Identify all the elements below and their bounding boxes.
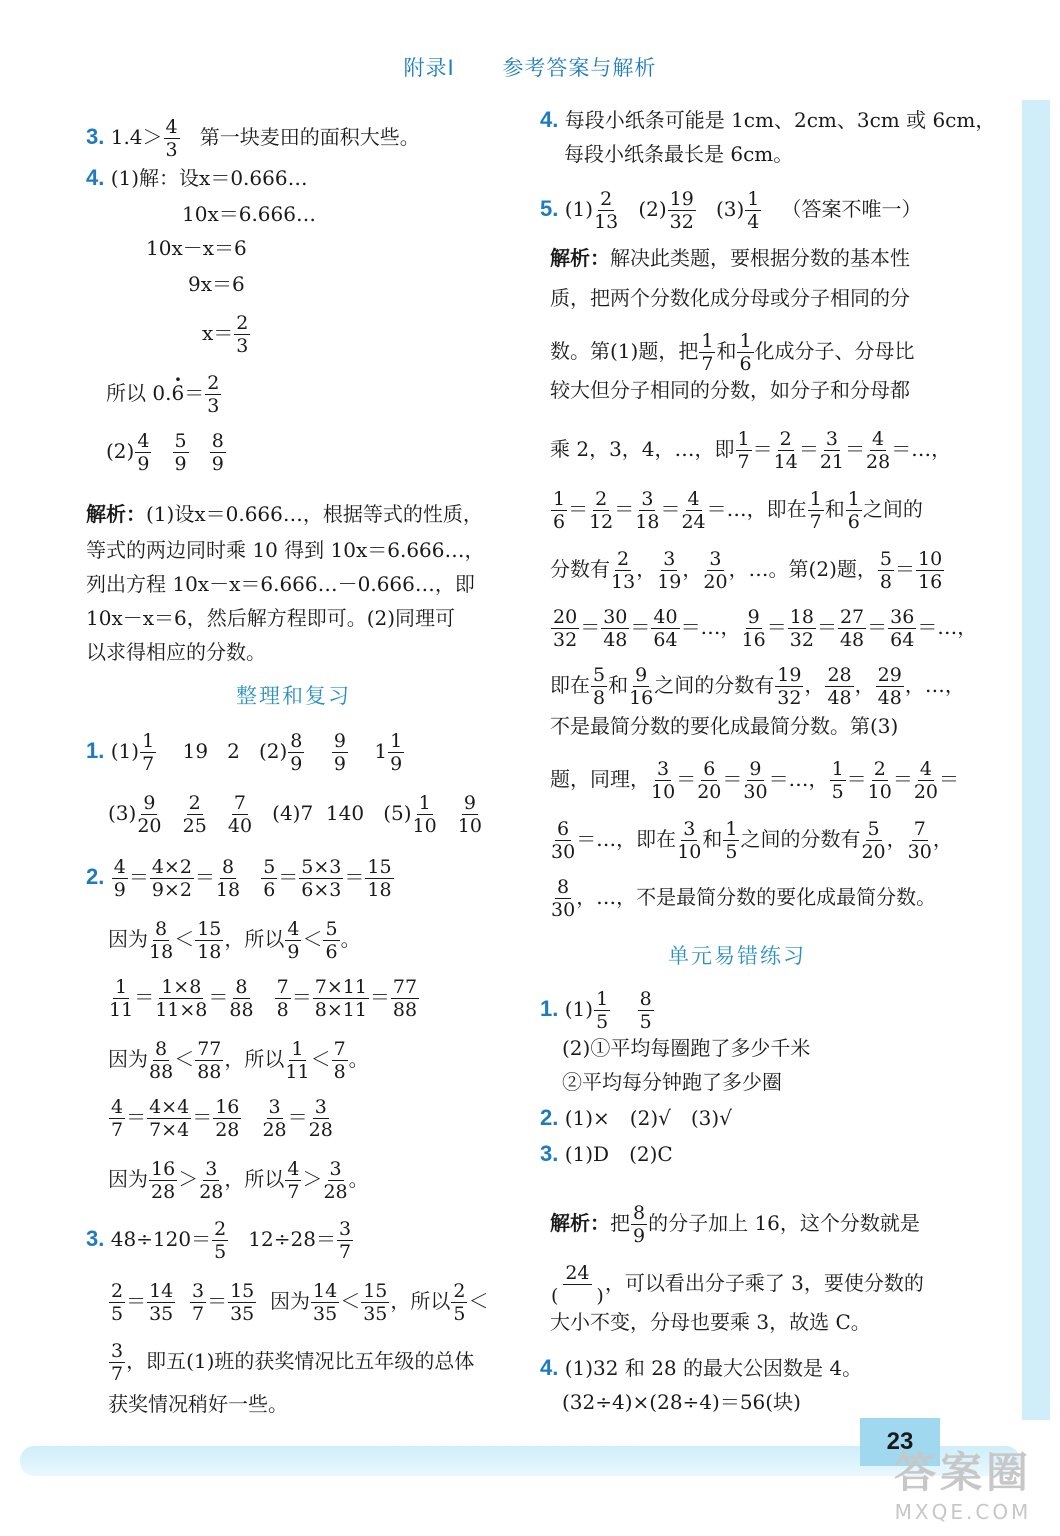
review-3d: 获奖情况稍好一些。 xyxy=(108,1392,288,1416)
fraction: $\frac{9}{16}$ xyxy=(741,606,766,651)
fraction: $\frac{1}{4}$ xyxy=(747,188,760,233)
fraction: $\frac{27}{48}$ xyxy=(839,606,865,651)
question-number: 2. xyxy=(540,1105,559,1130)
fraction: $\frac{1}{9}$ xyxy=(390,730,403,775)
text: 乘 2，3，4，…，即 xyxy=(550,437,735,461)
fraction: $\frac{1}{11}$ xyxy=(285,1038,310,1083)
analysis-label: 解析： xyxy=(550,1211,610,1235)
section-title-errors: 单元易错练习 xyxy=(668,944,806,968)
fraction: $\frac{5}{6}$ xyxy=(263,856,276,901)
error-4a xyxy=(540,1354,862,1382)
text: 第一块麦田的面积大些。 xyxy=(199,125,420,149)
review-2a: 2. $\frac{4}{9}$ ＝ $\frac{4\times 2}{9\times 2}$ ＝ $\frac{8}{18}$ $\frac{5}{6}$ ＝ $\frac{5\times 3}{6\times 3}$ ＝ $\frac{15}{18}$ xyxy=(86,856,392,901)
repeating-digit: · 6 xyxy=(171,381,184,405)
page-number: 23 xyxy=(860,1418,940,1466)
fraction: $\frac{1}{10}$ xyxy=(412,792,437,837)
fraction: $\frac{5}{6}$ xyxy=(325,918,338,963)
fraction: $\frac{7}{40}$ xyxy=(227,792,253,837)
review-1a xyxy=(86,730,405,775)
review-2b xyxy=(108,918,361,963)
fraction: $\frac{9}{10}$ xyxy=(457,792,482,837)
fraction: $\frac{6}{30}$ xyxy=(551,818,576,863)
fraction: $\frac{1}{6}$ xyxy=(553,488,566,533)
text: 因为 xyxy=(108,1167,148,1191)
fraction: $\frac{5}{8}$ xyxy=(593,664,606,709)
text: ，即五(1)班的获奖情况比五年级的总体 xyxy=(126,1349,475,1373)
analysis-2-line10: 不是最简分数的要化成最简分数。第(3) xyxy=(550,714,899,738)
analysis-2-line3 xyxy=(550,330,915,375)
analysis-2-line2: 质，把两个分数化成分母或分子相同的分 xyxy=(550,286,910,310)
fraction: $\frac{2}{5}$ xyxy=(214,1218,227,1263)
text: ，所以 xyxy=(224,1167,285,1191)
fraction: $\frac{20}{32}$ xyxy=(553,606,578,651)
fraction: $\frac{2}{3}$ xyxy=(207,372,220,417)
question-number: 3. xyxy=(86,1226,105,1251)
text: 140 xyxy=(325,801,365,825)
fraction: $\frac{8}{88}$ xyxy=(149,1038,174,1083)
fraction: $\frac{36}{64}$ xyxy=(890,606,915,651)
text: ，所以 xyxy=(224,1047,285,1071)
fraction: $\frac{3}{7}$ xyxy=(338,1218,352,1263)
fraction: $\frac{2}{25}$ xyxy=(182,792,207,837)
answer-4-line7 xyxy=(106,430,227,475)
fraction: $\frac{1}{7}$ xyxy=(809,488,822,533)
fraction: $\frac{2}{13}$ xyxy=(594,188,619,233)
fraction: $\frac{1\times 8}{11\times 8}$ xyxy=(155,976,208,1021)
text: 之间的分数有 xyxy=(654,673,775,697)
question-number: 4. xyxy=(540,1355,559,1380)
fraction: $\frac{77}{88}$ xyxy=(197,1038,222,1083)
analysis-2-line1 xyxy=(550,244,910,272)
analysis-3-line3: 大小不变，分母也要乘 3，故选 C。 xyxy=(550,1310,871,1334)
text: 48÷120＝ xyxy=(110,1227,212,1251)
error-4b: (32÷4)×(28÷4)＝56(块) xyxy=(562,1390,801,1414)
page-header xyxy=(0,52,1060,82)
text: 2 xyxy=(227,739,240,763)
text: (3) xyxy=(715,197,745,221)
answer-4-line6 xyxy=(106,372,222,417)
fraction: $\frac{4}{24}$ xyxy=(681,488,706,533)
text: ＜ xyxy=(468,1289,489,1313)
review-2f xyxy=(108,1158,369,1203)
text: (1)32 和 28 的最大公因数是 4。 xyxy=(564,1356,863,1380)
text: (2) xyxy=(106,439,135,463)
text: ＝…， xyxy=(917,615,978,639)
text: (2) xyxy=(638,197,667,221)
fraction: $\frac{3}{28}$ xyxy=(199,1158,224,1203)
answer-4-line1 xyxy=(86,164,308,192)
text: ＝…，即在 xyxy=(706,497,807,521)
fraction: $\frac{4}{9}$ xyxy=(113,856,126,901)
answer-4-line2: 10x＝6.666… xyxy=(182,202,316,226)
text: 之间的 xyxy=(862,497,923,521)
text: (1)× (2)√ (3)√ xyxy=(564,1106,732,1130)
analysis-1-line2: 等式的两边同时乘 10 得到 10x＝6.666…， xyxy=(86,538,485,562)
error-1c: ②平均每分钟跑了多少圈 xyxy=(562,1070,782,1094)
fraction: $\frac{15}{18}$ xyxy=(197,918,222,963)
fraction: $\frac{4}{9}$ xyxy=(137,430,150,475)
fraction: $\frac{10}{16}$ xyxy=(918,548,943,593)
fraction: $\frac{8}{9}$ xyxy=(211,430,224,475)
fraction: $\frac{2}{10}$ xyxy=(867,758,892,803)
fraction: $\frac{3}{21}$ xyxy=(819,428,844,473)
analysis-1-line3: 列出方程 10x－x＝6.666…－0.666…，即 xyxy=(86,572,475,596)
fraction: $\frac{3}{7}$ xyxy=(111,1340,124,1385)
text: 。 xyxy=(340,927,361,951)
fraction: $\frac{1}{7}$ xyxy=(142,730,155,775)
text: ＝…， xyxy=(768,767,829,791)
fraction: $\frac{5}{9}$ xyxy=(174,430,187,475)
text: ＜ xyxy=(340,1289,361,1313)
review-2e: $\frac{4}{7}$ ＝ $\frac{4\times 4}{7\times 4}$ ＝ $\frac{16}{28}$ $\frac{3}{28}$ ＝ $\frac{3}{28}$ xyxy=(111,1096,333,1141)
fraction: $\frac{1}{7}$ xyxy=(701,330,714,375)
fraction: $\frac{2}{14}$ xyxy=(773,428,798,473)
fraction: $\frac{2}{3}$ xyxy=(236,312,249,357)
fraction: $\frac{18}{32}$ xyxy=(789,606,814,651)
analysis-label: 解析： xyxy=(86,502,146,526)
fraction: $\frac{7\times 11}{8\times 11}$ xyxy=(314,976,367,1021)
text: 和 xyxy=(716,339,737,363)
text: 每段小纸条可能是 1cm、2cm、3cm 或 6cm， xyxy=(564,108,996,132)
text: ，所以 xyxy=(390,1289,451,1313)
text: 分数有 xyxy=(550,557,610,581)
fraction: $\frac{29}{48}$ xyxy=(877,664,902,709)
fraction: $\frac{3}{28}$ xyxy=(262,1096,287,1141)
text: ＜ xyxy=(174,927,195,951)
fraction: $\frac{9}{20}$ xyxy=(137,792,162,837)
analysis-2-line4: 较大但分子相同的分数，如分子和分母都 xyxy=(550,378,910,402)
answer-r4-line1 xyxy=(540,106,995,134)
fraction: $\frac{30}{48}$ xyxy=(603,606,628,651)
text: ，…，不是最简分数的要化成最简分数。 xyxy=(576,885,937,909)
answer-4-line4: 9x＝6 xyxy=(188,272,245,296)
fraction: $\frac{19}{32}$ xyxy=(669,188,694,233)
text: 。 xyxy=(348,1167,369,1191)
fraction: $\frac{15}{35}$ xyxy=(230,1280,255,1325)
header-title: 附录Ⅰ xyxy=(403,56,455,80)
fraction: $\frac{3}{28}$ xyxy=(323,1158,348,1203)
review-2c: $\frac{1}{11}$ ＝ $\frac{1\times 8}{11\times 8}$ ＝ $\frac{8}{88}$ $\frac{7}{8}$ ＝ $\frac{7\times 11}{8\times 11}$ ＝ $\frac{77}{88}$ xyxy=(109,976,418,1021)
fraction: $\frac{8}{9}$ xyxy=(633,1202,646,1247)
text: 和 xyxy=(608,673,629,697)
fraction: $\frac{1}{5}$ xyxy=(725,818,738,863)
text: 和 xyxy=(702,827,723,851)
answer-r5 xyxy=(540,188,921,233)
text: ＝ xyxy=(184,381,205,405)
text: 的分子加上 16，这个分数就是 xyxy=(648,1211,920,1235)
fraction: $\frac{40}{64}$ xyxy=(653,606,678,651)
fraction: $\frac{14}{35}$ xyxy=(313,1280,338,1325)
analysis-3-line2 xyxy=(550,1262,924,1307)
error-1b: (2)①平均每圈跑了多少千米 xyxy=(562,1036,811,1060)
fraction: $\frac{1}{7}$ xyxy=(737,428,750,473)
fraction: $\frac{6}{20}$ xyxy=(697,758,722,803)
fraction: $\frac{1}{5}$ xyxy=(831,758,844,803)
question-number: 3. xyxy=(540,1141,559,1166)
fraction: $\frac{4\times 4}{7\times 4}$ xyxy=(149,1096,190,1141)
text: (1)解：设x＝0.666… xyxy=(110,166,308,190)
text: 19 xyxy=(182,739,209,763)
review-2d xyxy=(108,1038,369,1083)
fraction: $\frac{1}{5}$ xyxy=(596,988,609,1033)
text: ＝…， xyxy=(891,437,952,461)
text: 即在 xyxy=(550,673,590,697)
fraction: $\frac{15}{18}$ xyxy=(367,856,392,901)
fraction: $\frac{3}{10}$ xyxy=(651,758,676,803)
header-subtitle: 参考答案与解析 xyxy=(502,56,657,80)
text: ＜ xyxy=(174,1047,195,1071)
fraction: $\frac{15}{35}$ xyxy=(363,1280,388,1325)
text: (1) xyxy=(564,997,594,1021)
fraction: $\frac{3}{28}$ xyxy=(308,1096,333,1141)
fraction: $\frac{9}{16}$ xyxy=(629,664,654,709)
error-1a xyxy=(540,988,655,1033)
fraction: $\frac{4}{20}$ xyxy=(913,758,939,803)
text: ＝…，即在 xyxy=(576,827,677,851)
fraction-blank: $\frac{24}{( )}$ xyxy=(551,1262,604,1307)
text: ，可以看出分子乘了 3，要使分数的 xyxy=(604,1271,924,1295)
review-3a xyxy=(86,1218,354,1263)
fraction: $\frac{4}{7}$ xyxy=(111,1096,124,1141)
fraction: $\frac{4\times 2}{9\times 2}$ xyxy=(151,856,192,901)
text: 把 xyxy=(610,1211,630,1235)
fraction: $\frac{28}{48}$ xyxy=(827,664,852,709)
analysis-3-line1 xyxy=(550,1202,920,1247)
review-1b xyxy=(108,792,483,837)
fraction: $\frac{77}{88}$ xyxy=(392,976,418,1021)
watermark-url: MXQE.COM xyxy=(894,1500,1032,1524)
fraction: $\frac{2}{13}$ xyxy=(611,548,636,593)
fraction: $\frac{1}{6}$ xyxy=(739,330,752,375)
fraction: $\frac{2}{5}$ xyxy=(111,1280,124,1325)
text: 题，同理， xyxy=(550,767,650,791)
analysis-2-line12: $\frac{6}{30}$ ＝…，即在 $\frac{3}{10}$ 和 $\frac{1}{5}$ 之间的分数有 $\frac{5}{20}$ ， $\frac{7}{30}$ ， xyxy=(551,818,953,863)
fraction: $\frac{5}{8}$ xyxy=(879,548,892,593)
fraction: $\frac{3}{20}$ xyxy=(703,548,728,593)
fraction: $\frac{14}{35}$ xyxy=(149,1280,174,1325)
analysis-1-line1 xyxy=(86,500,483,528)
section-title-review: 整理和复习 xyxy=(236,684,351,708)
error-2 xyxy=(540,1104,732,1132)
answer-3 xyxy=(86,116,420,161)
text: （答案不唯一） xyxy=(781,197,922,221)
analysis-2-line6: $\frac{1}{6}$ ＝ $\frac{2}{12}$ ＝ $\frac{3}{18}$ ＝ $\frac{4}{24}$ ＝…，即在 $\frac{1}{7}$ 和 $\frac{1}{6}$ 之间的 xyxy=(553,488,923,533)
fraction: $\frac{4}{28}$ xyxy=(866,428,891,473)
text: (5) xyxy=(383,801,412,825)
text: 因为 xyxy=(270,1289,310,1313)
text: 因为 xyxy=(108,927,148,951)
analysis-1-line4: 10x－x＝6，然后解方程即可。(2)同理可 xyxy=(86,606,456,630)
text: 之间的分数有 xyxy=(740,827,861,851)
fraction: $\frac{3}{10}$ xyxy=(677,818,702,863)
text: ＜ xyxy=(310,1047,331,1071)
text: ，所以 xyxy=(224,927,285,951)
text: 1 xyxy=(374,739,388,763)
fraction: $\frac{8}{18}$ xyxy=(215,856,241,901)
fraction: $\frac{7}{8}$ xyxy=(276,976,289,1021)
text: ＝ xyxy=(939,767,960,791)
text: 和 xyxy=(824,497,845,521)
fraction: $\frac{9}{9}$ xyxy=(333,730,346,775)
fraction: $\frac{2}{5}$ xyxy=(453,1280,466,1325)
fraction: $\frac{8}{88}$ xyxy=(229,976,254,1021)
analysis-label: 解析： xyxy=(550,246,610,270)
text: (1) xyxy=(110,739,140,763)
fraction: $\frac{9}{30}$ xyxy=(743,758,768,803)
answer-4-line3: 10x－x＝6 xyxy=(146,236,247,260)
answer-4-line5 xyxy=(202,312,251,357)
text: ＜ xyxy=(302,927,323,951)
question-number: 5. xyxy=(540,196,559,221)
fraction: $\frac{7}{30}$ xyxy=(907,818,932,863)
question-number: 4. xyxy=(540,107,559,132)
fraction: $\frac{16}{28}$ xyxy=(215,1096,240,1141)
analysis-2-line5: 乘 2，3，4，…，即 $\frac{1}{7}$ ＝ $\frac{2}{14}$ ＝ $\frac{3}{21}$ ＝ $\frac{4}{28}$ ＝…， xyxy=(550,428,952,473)
fraction: $\frac{19}{32}$ xyxy=(777,664,802,709)
fraction: $\frac{8}{5}$ xyxy=(639,988,652,1033)
analysis-2-line8: $\frac{20}{32}$ ＝ $\frac{30}{48}$ ＝ $\frac{40}{64}$ ＝…， $\frac{9}{16}$ ＝ $\frac{18}{32}$ ＝ $\frac{27}{48}$ ＝ $\frac{36}{64}$ ＝…， xyxy=(553,606,978,651)
text: (3) xyxy=(108,801,137,825)
fraction: $\frac{16}{28}$ xyxy=(151,1158,176,1203)
fraction: $\frac{3}{18}$ xyxy=(635,488,660,533)
fraction: $\frac{5\times 3}{6\times 3}$ xyxy=(301,856,342,901)
text: (4)7 xyxy=(272,801,314,825)
fraction: $\frac{2}{12}$ xyxy=(589,488,614,533)
right-margin-bar xyxy=(1022,100,1050,1420)
text: ＝…， xyxy=(680,615,741,639)
error-3 xyxy=(540,1140,673,1168)
fraction: $\frac{3}{19}$ xyxy=(657,548,682,593)
answer-r4-line2: 每段小纸条最长是 6cm。 xyxy=(564,142,794,166)
question-number: 3. xyxy=(86,124,105,149)
fraction: $\frac{1}{6}$ xyxy=(847,488,860,533)
fraction: $\frac{5}{20}$ xyxy=(861,818,886,863)
text: (1)设x＝0.666…，根据等式的性质， xyxy=(146,502,483,526)
text: 解决此类题，要根据分数的基本性 xyxy=(610,246,910,270)
fraction: $\frac{4}{9}$ xyxy=(287,918,300,963)
analysis-2-line11: 题，同理， $\frac{3}{10}$ ＝ $\frac{6}{20}$ ＝ $\frac{9}{30}$ ＝…， $\frac{1}{5}$ ＝ $\frac{2}{10}$ ＝ $\frac{4}{20}$ ＝ xyxy=(550,758,960,803)
analysis-2-line13 xyxy=(550,876,936,921)
fraction: $\frac{3}{7}$ xyxy=(192,1280,205,1325)
fraction: $\frac{7}{8}$ xyxy=(333,1038,346,1083)
fraction: $\frac{8}{9}$ xyxy=(290,730,303,775)
review-3b: $\frac{2}{5}$ ＝ $\frac{14}{35}$ $\frac{3}{7}$ ＝ $\frac{15}{35}$ 因为 $\frac{14}{35}$ ＜ $\frac{15}{35}$ ，所以 $\frac{2}{5}$ ＜ xyxy=(111,1280,489,1325)
text: 化成分子、分母比 xyxy=(754,339,915,363)
analysis-2-line9: 即在 $\frac{5}{8}$ 和 $\frac{9}{16}$ 之间的分数有 $\frac{19}{32}$ ， $\frac{28}{48}$ ， $\frac{29}{48}$ ，…， xyxy=(550,664,965,709)
text: 。 xyxy=(348,1047,369,1071)
analysis-1-line5: 以求得相应的分数。 xyxy=(86,640,266,664)
text: 数。第(1)题，把 xyxy=(550,339,699,363)
text: ，…。第(2)题， xyxy=(728,557,877,581)
review-3c xyxy=(108,1340,474,1385)
text: 12÷28＝ xyxy=(248,1227,336,1251)
question-number: 2. xyxy=(86,864,105,889)
text: (1)D (2)C xyxy=(564,1142,673,1166)
question-number: 1. xyxy=(540,996,559,1021)
text: (2) xyxy=(258,739,288,763)
text: ＞ xyxy=(302,1167,323,1191)
watermark-logo-text: 答案圈 xyxy=(893,1448,1032,1497)
text: (1) xyxy=(564,197,594,221)
analysis-2-line7: 分数有 $\frac{2}{13}$ ， $\frac{3}{19}$ ， $\frac{3}{20}$ ，…。第(2)题， $\frac{5}{8}$ ＝ $\frac{10}{16}$ xyxy=(550,548,943,593)
fraction: $\frac{1}{11}$ xyxy=(109,976,134,1021)
fraction: $\frac{4}{7}$ xyxy=(287,1158,300,1203)
question-number: 4. xyxy=(86,165,105,190)
text: ＞ xyxy=(178,1167,199,1191)
question-number: 1. xyxy=(86,738,105,763)
text: x＝ xyxy=(202,321,234,345)
text: ，…， xyxy=(904,673,965,697)
text: 因为 xyxy=(108,1047,148,1071)
fraction: $\frac{4}{3}$ xyxy=(165,116,178,161)
text: 所以 0. xyxy=(106,381,172,405)
text: 1.4＞ xyxy=(110,125,163,149)
watermark xyxy=(894,1440,1032,1524)
fraction: $\frac{8}{30}$ xyxy=(551,876,576,921)
fraction: $\frac{8}{18}$ xyxy=(149,918,174,963)
